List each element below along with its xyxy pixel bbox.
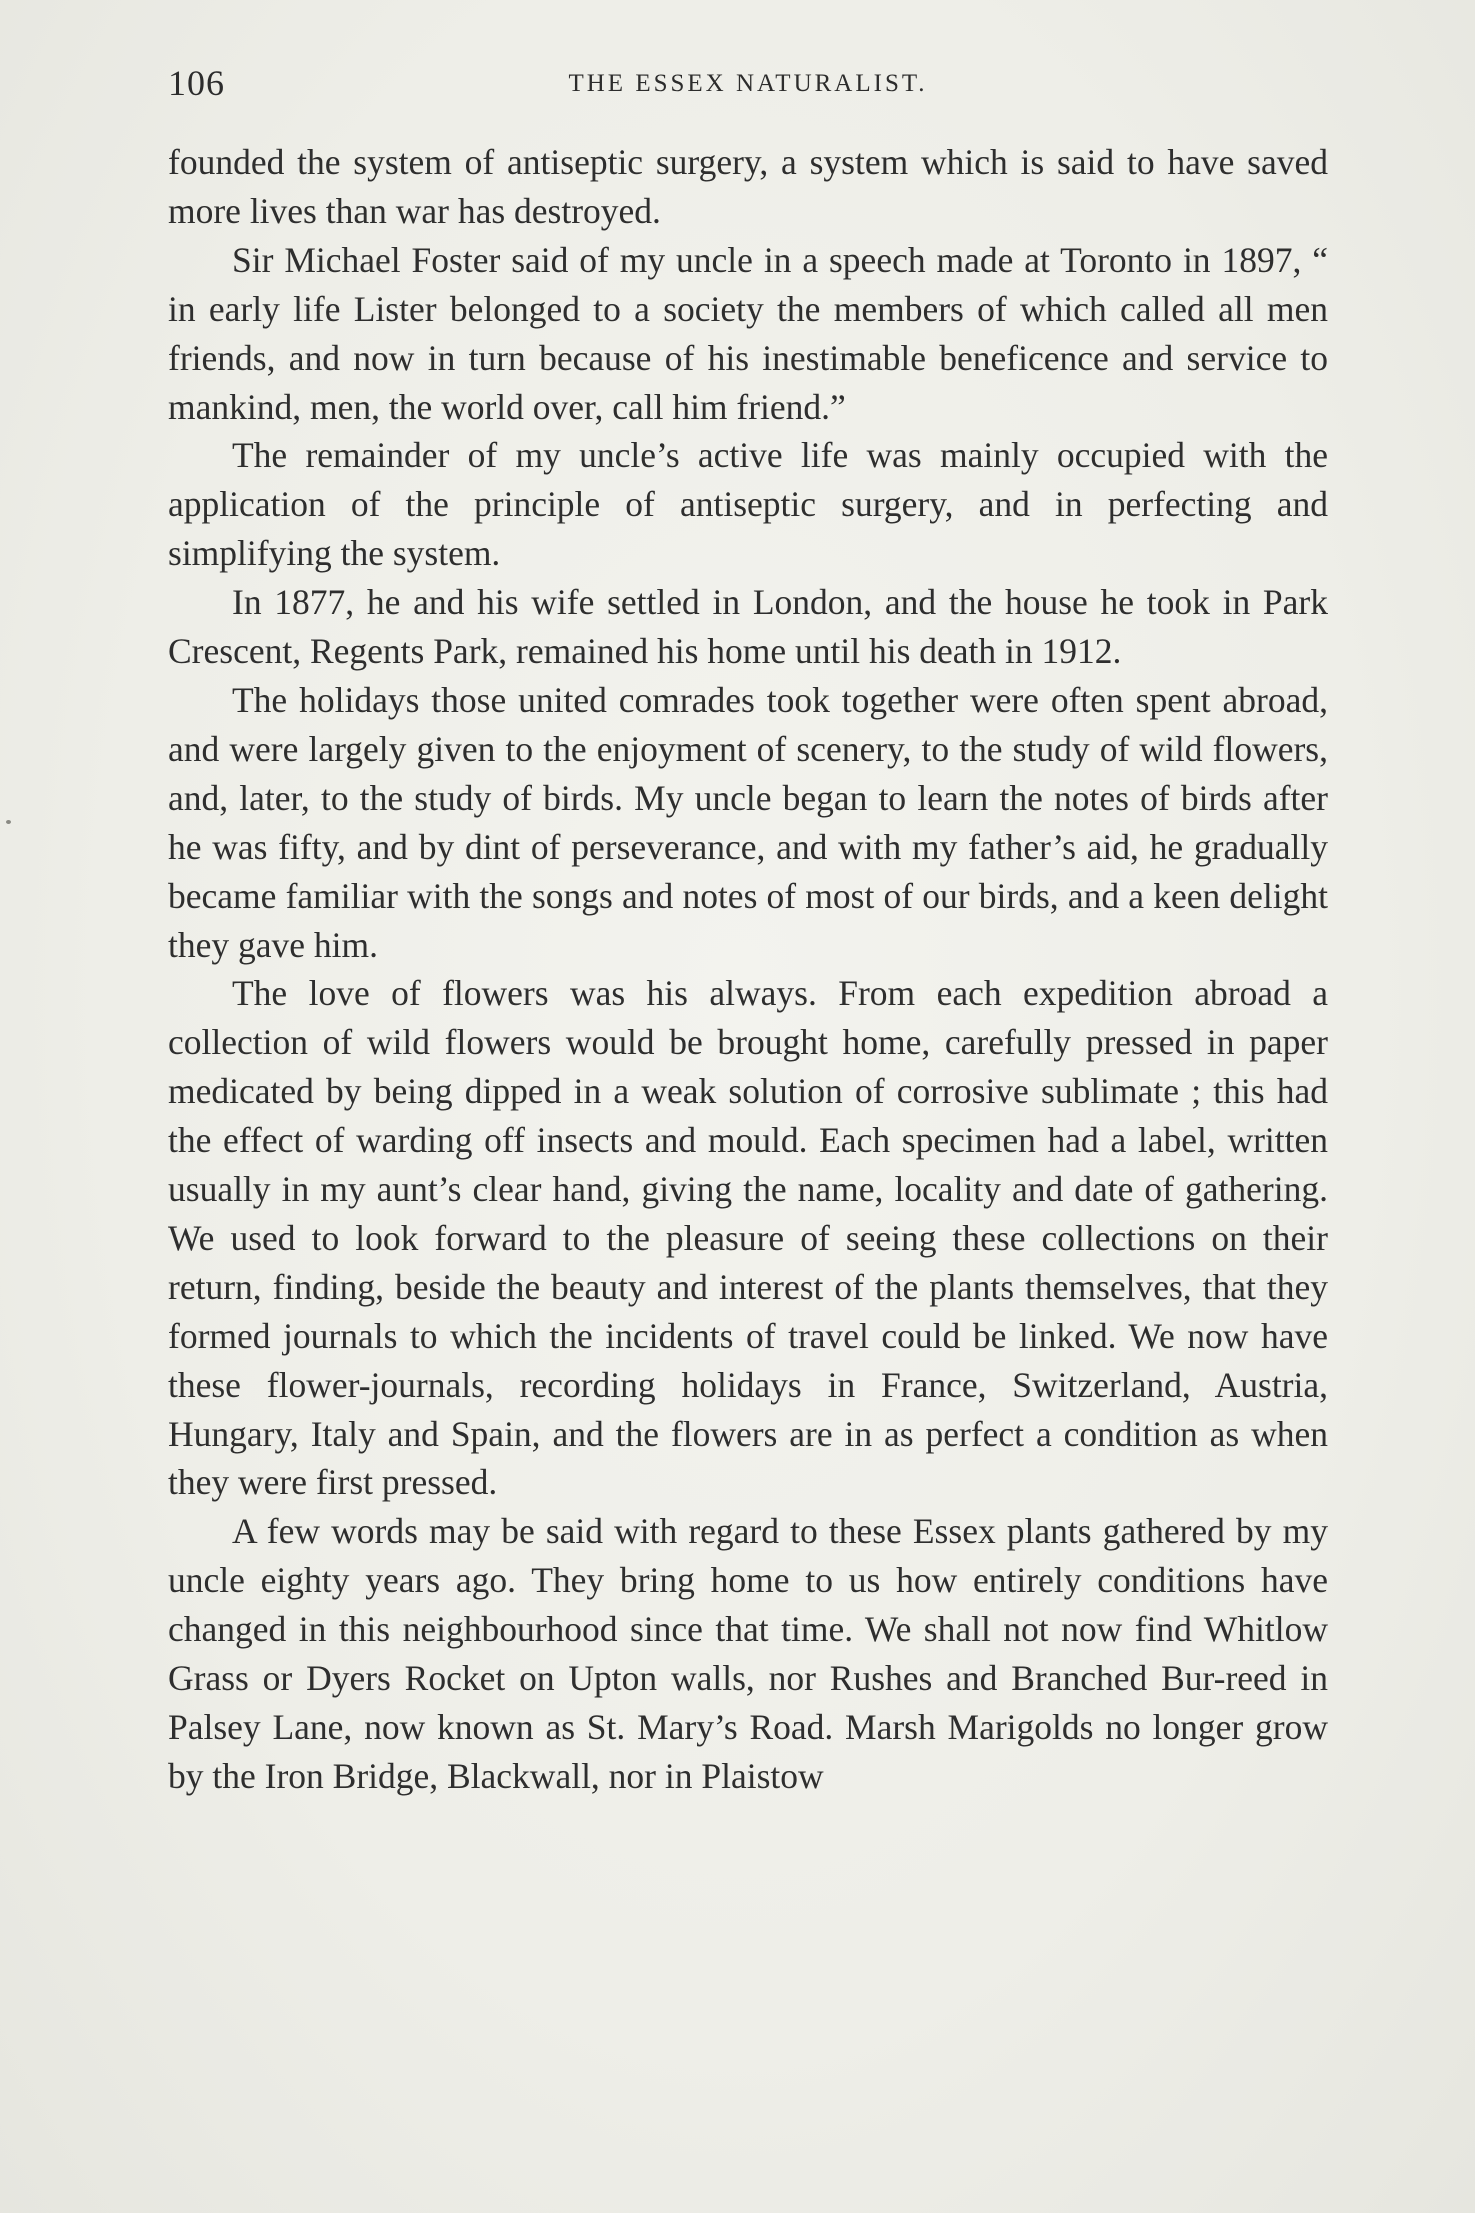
paragraph-london: In 1877, he and his wife settled in London, and the house he took in Park Crescent, Regents Park, remained his home until his death in 1912. [168,582,1328,672]
paragraph-essex-plants: A few words may be said with regard to these Essex plants gathered by my uncle eighty years ago. They bring home to us how entirely conditions have changed in this neighbourhood since that time. We shall not now find Whitlow Grass or Dyers Rocket on Upton walls, nor Rushes and Branched Bur-reed in Palsey Lane, now known as St. Mary’s Road. Marsh Marigolds no longer grow by the Iron Bridge, Blackwall, nor in Plaistow [168,1511,1328,1796]
page-header [168,62,1328,112]
paragraph-active-life: The remainder of my uncle’s active life was mainly occupied with the application of the principle of antiseptic surgery, and in perfecting and simplifying the system. [168,435,1328,574]
paragraph-foster-quote: Sir Michael Foster said of my uncle in a speech made at Toronto in 1897, “ in early life Lister belonged to a society the members of which called all men friends, and now in turn because of his inestimable beneficence and service to mankind, men, the world over, call him friend.” [168,239,1328,427]
paragraph-flowers: The love of flowers was his always. From each expedition abroad a collection of wild flowers would be brought home, carefully pressed in paper medicated by being dipped in a weak solution of corrosive sublimate ; this had the effect of warding off insects and mould. Each specimen had a label, written usually in my aunt’s clear hand, giving the name, locality and date of gathering. We used to look forward to the pleasure of seeing these collections on their return, finding, beside the beauty and interest of the plants themselves, that they formed journals to which the incidents of travel could be linked. We now have these flower-journals, recording holidays in France, Switzerland, Austria, Hungary, Italy and Spain, and the flowers are in as perfect a condition as when they were first pressed. [168,973,1328,1503]
paragraph-continuation: founded the system of antiseptic surgery, a system which is said to have saved more lives than war has destroyed. [168,142,1328,231]
page-number: 106 [168,63,225,103]
running-title: THE ESSEX NATURALIST. [568,70,928,97]
paragraph-holidays: The holidays those united comrades took together were often spent abroad, and were largely given to the enjoyment of scenery, to the study of wild flowers, and, later, to the study of birds. My uncle began to learn the notes of birds after he was fifty, and by dint of perseverance, and with my father’s aid, he gradually became familiar with the songs and notes of most of our birds, and a keen delight they gave him. [168,679,1328,965]
paper-speck [6,820,11,824]
body-text [168,138,1328,1801]
